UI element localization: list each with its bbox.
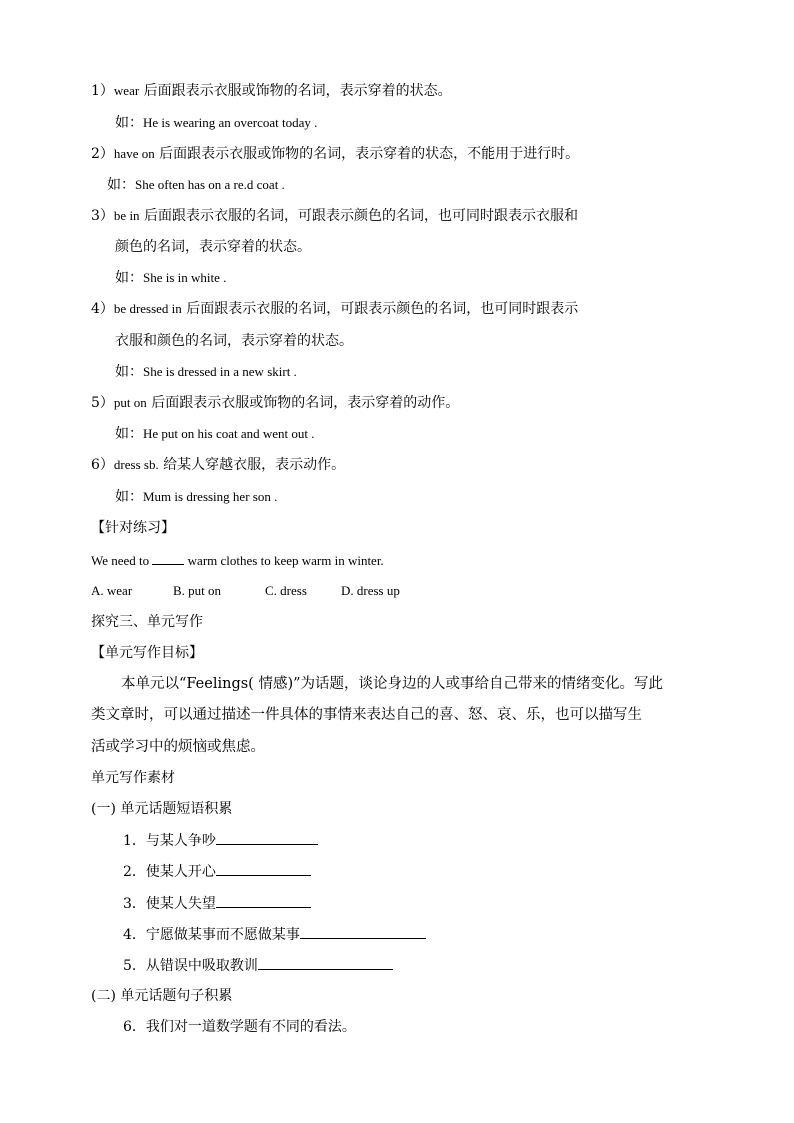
item-term: dress sb. <box>113 457 159 472</box>
example-text: Mum is dressing her son . <box>143 489 278 504</box>
item-2-line <box>91 144 579 164</box>
goal-text-1: 本单元以“Feelings( 情感)”为话题，谈论身边的人或事给自己带来的情绪变化。写此 <box>121 676 664 692</box>
item-term: be in <box>113 208 140 223</box>
phrase-blank <box>216 861 311 876</box>
example-text: She is dressed in a new skirt . <box>143 364 297 379</box>
item-term: be dressed in <box>113 301 182 316</box>
item-1-line <box>91 81 452 101</box>
example-text: She is in white . <box>143 270 227 285</box>
goal-heading: 【单元写作目标】 <box>91 645 203 661</box>
item-term: put on <box>113 395 147 410</box>
item-number: 6） <box>91 457 114 473</box>
item-desc: 后面跟表示衣服的名词，可跟表示颜色的名词，也可同时跟表示 <box>181 301 579 317</box>
item-4-line <box>91 299 578 319</box>
item-number: 2） <box>91 146 114 162</box>
sentences-heading: (二) 单元话题句子积累 <box>91 988 233 1004</box>
option-b: B. put on <box>173 583 222 598</box>
item-number: 1） <box>91 83 114 99</box>
item-6-line <box>91 455 345 475</box>
item-desc: 后面跟表示衣服或饰物的名词，表示穿着的动作。 <box>146 395 460 411</box>
sentence-6: 6．我们对一道数学题有不同的看法。 <box>123 1019 356 1035</box>
item-desc: 给某人穿越衣服，表示动作。 <box>158 457 346 473</box>
option-d: D. dress up <box>341 583 400 598</box>
goal-text-3: 活或学习中的烦恼或焦虑。 <box>91 739 265 755</box>
phrase-5 <box>123 955 393 976</box>
example-prefix: 如： <box>115 364 143 380</box>
section-title: 探究三、单元写作 <box>91 614 203 630</box>
item-2-example <box>107 175 285 195</box>
phrase-text: 1．与某人争吵 <box>123 833 216 849</box>
phrase-4 <box>123 924 426 945</box>
item-number: 4） <box>91 301 114 317</box>
example-text: He put on his coat and went out . <box>143 426 315 441</box>
example-prefix: 如： <box>115 489 143 505</box>
materials-heading: 单元写作素材 <box>91 770 175 786</box>
item-term: have on <box>113 146 155 161</box>
phrase-text: 3．使某人失望 <box>123 896 216 912</box>
phrase-blank <box>216 830 318 845</box>
practice-question <box>91 550 384 571</box>
item-5-example <box>115 424 315 444</box>
phrase-blank <box>216 893 311 908</box>
phrase-blank <box>300 924 426 939</box>
answer-blank <box>152 550 184 565</box>
phrase-2 <box>123 861 311 882</box>
phrases-heading: (一) 单元话题短语积累 <box>91 801 233 817</box>
phrase-text: 4．宁愿做某事而不愿做某事 <box>123 927 300 943</box>
item-term: wear <box>113 83 140 98</box>
option-a: A. wear <box>91 583 133 598</box>
item-4-line-2 <box>115 331 353 351</box>
item-desc-cont: 衣服和颜色的名词，表示穿着的状态。 <box>115 333 353 349</box>
item-4-example <box>115 362 297 382</box>
example-text: He is wearing an overcoat today . <box>143 115 318 130</box>
question-part-b: warm clothes to keep warm in winter. <box>184 553 384 568</box>
example-prefix: 如： <box>115 270 143 286</box>
example-text: She often has on a re.d coat . <box>135 177 285 192</box>
item-5-line <box>91 393 459 413</box>
item-3-line <box>91 206 578 226</box>
phrase-text: 5．从错误中吸取教训 <box>123 958 258 974</box>
question-part-a: We need to <box>91 553 153 568</box>
phrase-3 <box>123 893 311 914</box>
item-number: 5） <box>91 395 114 411</box>
example-prefix: 如： <box>115 115 143 131</box>
phrase-1 <box>123 830 318 851</box>
item-desc-cont: 颜色的名词，表示穿着的状态。 <box>115 239 311 255</box>
example-prefix: 如： <box>115 426 143 442</box>
item-1-example <box>115 113 317 133</box>
example-prefix: 如： <box>107 177 135 193</box>
goal-text-2: 类文章时，可以通过描述一件具体的事情来表达自己的喜、怒、哀、乐，也可以描写生 <box>91 707 642 723</box>
practice-heading: 【针对练习】 <box>91 520 175 536</box>
item-6-example <box>115 487 277 507</box>
item-desc: 后面跟表示衣服或饰物的名词，表示穿着的状态。 <box>139 83 452 99</box>
item-3-line-2 <box>115 237 311 257</box>
phrase-text: 2．使某人开心 <box>123 864 216 880</box>
phrase-blank <box>258 955 393 970</box>
item-number: 3） <box>91 208 114 224</box>
item-desc: 后面跟表示衣服或饰物的名词，表示穿着的状态，不能用于进行时。 <box>154 146 580 162</box>
item-3-example <box>115 268 226 288</box>
option-c: C. dress <box>265 583 307 598</box>
item-desc: 后面跟表示衣服的名词，可跟表示颜色的名词，也可同时跟表示衣服和 <box>139 208 579 224</box>
